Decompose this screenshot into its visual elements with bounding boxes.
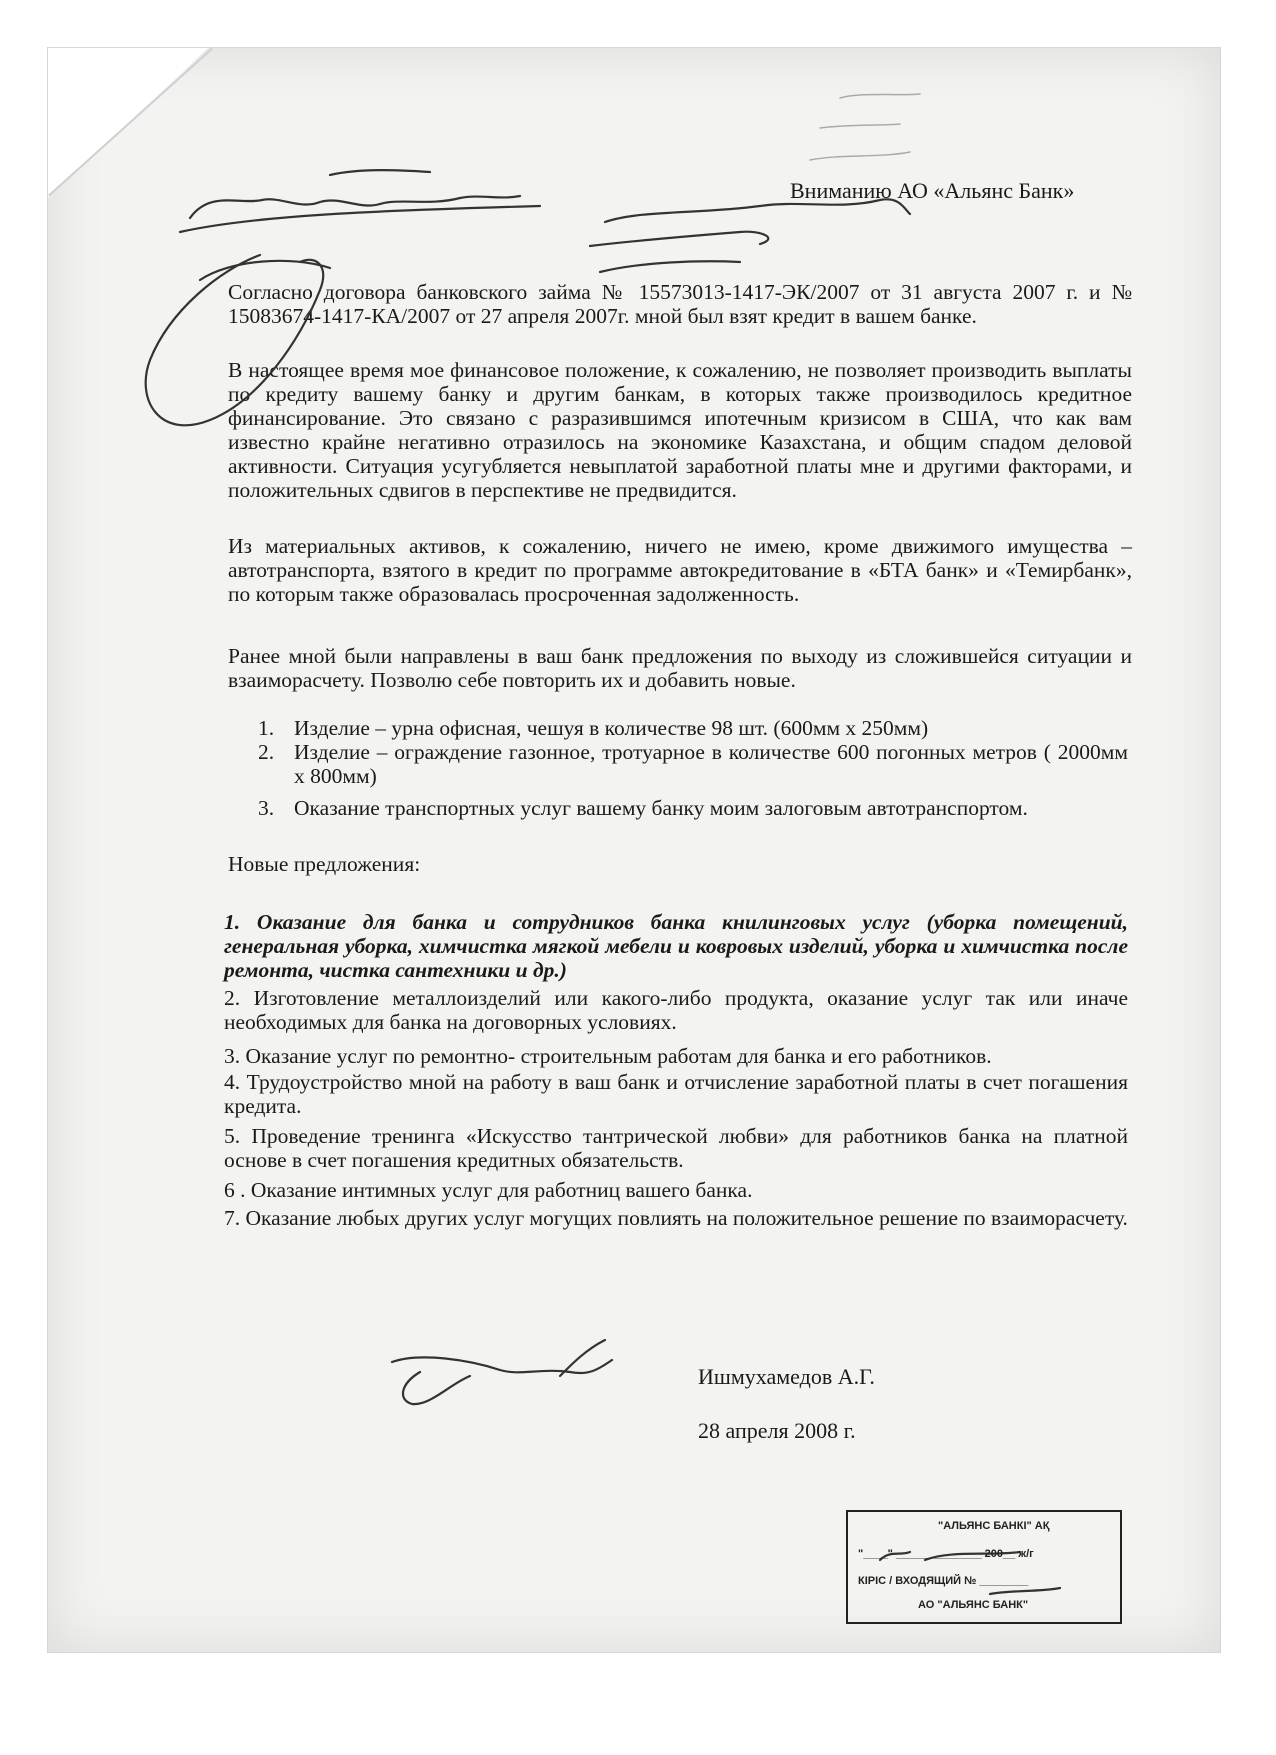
new-offer-item: 3. Оказание услуг по ремонтно- строительным работам для банка и его работников. bbox=[224, 1044, 992, 1068]
new-offer-item: 6 . Оказание интимных услуг для работниц вашего банка. bbox=[224, 1178, 753, 1202]
executor-handwriting bbox=[605, 199, 910, 222]
new-offer-item: 5. Проведение тренинга «Искусство тантрической любви» для работников банка на платной основе в счет погашения кредитных обязательств. bbox=[224, 1124, 1128, 1172]
new-offers-heading: Новые предложения: bbox=[228, 852, 421, 876]
stamp-bank-name-ru: АО "АЛЬЯНС БАНК" bbox=[918, 1599, 1029, 1611]
item-number: 3. bbox=[258, 796, 275, 820]
paragraph-financial-situation: В настоящее время мое финансовое положение, к сожалению, не позволяет производить выплаты по кредиту вашему банку и другим банкам, в которых также производилось кредитное финансирование. Это связано с разразившимся ипотечным кризисом в США, что как вам известно крайне негативно отразилось на экономике Казахстана, и общим спадом деловой активности. Ситуация усугубляется невыплатой заработной платы мне и другими факторами, и положительных сдвигов в перспективе не предвидится. bbox=[228, 358, 1132, 502]
incoming-stamp bbox=[846, 1510, 1122, 1624]
signer-signature bbox=[392, 1340, 612, 1404]
signer-name: Ишмухамедов А.Г. bbox=[698, 1364, 875, 1389]
addressee: Вниманию АО «Альянс Банк» bbox=[790, 178, 1075, 203]
item-text: Оказание транспортных услуг вашему банку моим залоговым автотранспортом. bbox=[294, 796, 1028, 820]
resolution-handwriting bbox=[190, 196, 520, 218]
letter-date: 28 апреля 2008 г. bbox=[698, 1418, 856, 1443]
new-offer-item: 4. Трудоустройство мной на работу в ваш банк и отчисление заработной платы в счет погашения кредита. bbox=[224, 1070, 1128, 1118]
item-text: Изделие – ограждение газонное, тротуарное в количестве 600 погонных метров ( 2000мм х 800мм) bbox=[294, 740, 1128, 788]
stamp-date-line: "____" ______________ 200__ ж/г bbox=[858, 1548, 1034, 1560]
stamp-incoming-number: КІРІС / ВХОДЯЩИЙ № ________ bbox=[858, 1575, 1029, 1587]
resolution-signature bbox=[146, 255, 324, 425]
item-number: 2. bbox=[258, 740, 275, 764]
item-text: Изделие – урна офисная, чешуя в количестве 98 шт. (600мм х 250мм) bbox=[294, 716, 929, 740]
new-offer-item: 2. Изготовление металлоизделий или какого-либо продукта, оказание услуг так или иначе необходимых для банка на договорных условиях. bbox=[224, 986, 1128, 1034]
new-offer-item: 7. Оказание любых других услуг могущих повлиять на положительное решение по взаиморасчету. bbox=[224, 1206, 1128, 1230]
stamp-bank-name: "АЛЬЯНС БАНКІ" АҚ bbox=[938, 1520, 1050, 1532]
paragraph-previous-offers: Ранее мной были направлены в ваш банк предложения по выходу из сложившейся ситуации и взаиморасчету. Позволю себе повторить их и добавить новые. bbox=[228, 644, 1132, 692]
paragraph-loan-contracts: Согласно договора банковского займа № 15573013-1417-ЭК/2007 от 31 августа 2007 г. и № 15083674-1417-КА/2007 от 27 апреля 2007г. мной был взят кредит в вашем банке. bbox=[228, 280, 1132, 328]
item-number: 1. bbox=[258, 716, 275, 740]
new-offer-item: 1. Оказание для банка и сотрудников банка книлинговых услуг (уборка помещений, генеральная уборка, химчистка мягкой мебели и ковровых изделий, уборка и химчистка после ремонта, чистка сантехники и др.) bbox=[224, 910, 1128, 982]
paragraph-assets: Из материальных активов, к сожалению, ничего не имею, кроме движимого имущества – автотранспорта, взятого в кредит по программе автокредитование в «БТА банк» и «Темирбанк», по которым также образовалась просроченная задолженность. bbox=[228, 534, 1132, 606]
